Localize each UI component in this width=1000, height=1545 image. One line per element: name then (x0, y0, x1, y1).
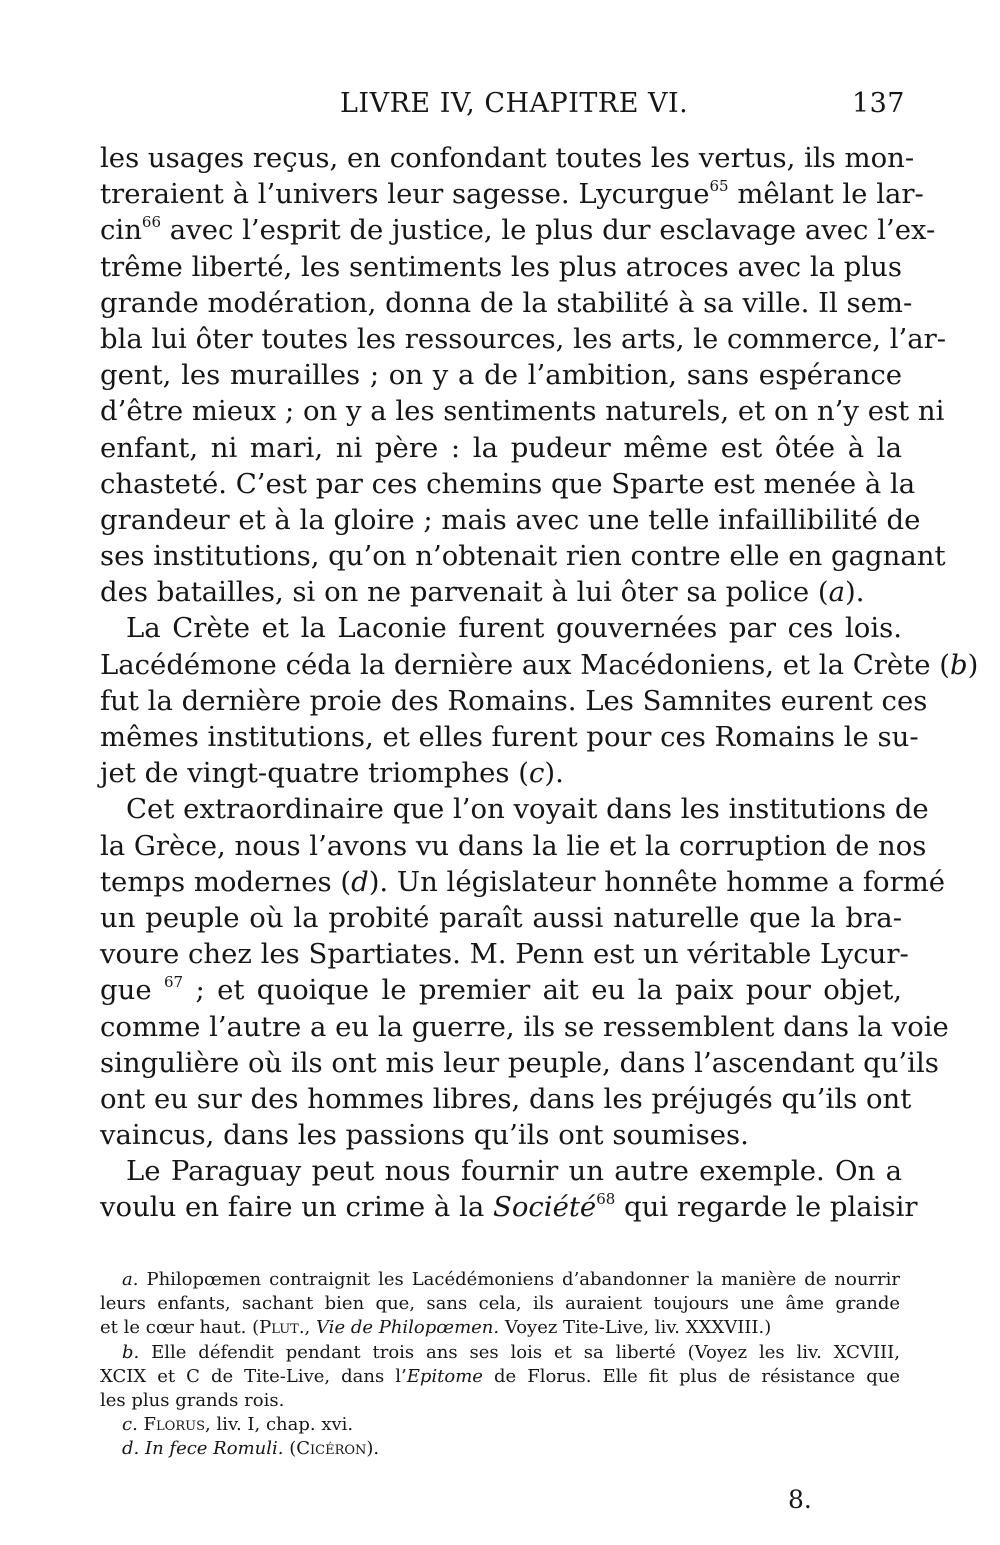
endnote-marker[interactable]: 66 (141, 213, 162, 232)
text-line: enfant, ni mari, ni père : la pudeur même est ôtée à la (100, 431, 902, 464)
footnote-c (100, 1413, 900, 1437)
signature-mark: 8. (788, 1485, 812, 1514)
text-line: gent, les murailles ; on y a de l’ambition, sans espérance (100, 359, 902, 392)
text-line: mêmes institutions, et elles furent pour ces Romains le su- (100, 721, 919, 753)
running-head (100, 88, 905, 124)
text-line: comme l’autre a eu la guerre, ils se ressemblent dans la voie (100, 1010, 949, 1043)
footnotes (100, 1268, 900, 1462)
paragraph (100, 140, 947, 610)
footnote-line: leurs enfants, sachant bien que, sans cela, ils auraient toujours une âme grande (100, 1293, 900, 1315)
text-line: voure chez les Spartiates. M. Penn est un véritable Lycur- (100, 938, 909, 971)
footnote-ref[interactable]: a (828, 576, 845, 609)
text-line: chasteté. C’est par ces chemins que Sparte est menée à la (100, 467, 916, 500)
footnote-ref[interactable]: b (949, 648, 968, 681)
footnote-label: c. (122, 1414, 138, 1436)
text-line: Cet extraordinaire que l’on voyait dans les institutions de (126, 793, 929, 826)
text-line: La Crète et la Laconie furent gouvernées par ces lois. (126, 612, 902, 645)
footnote-line: et le cœur haut. (Plut., Vie de Philopœmen. Voyez Tite-Live, liv. XXXVIII.) (100, 1317, 772, 1339)
main-text (100, 140, 979, 1226)
footnote-label: d. (122, 1438, 140, 1460)
text-line: cin$^{66}$ avec l’esprit de justice, le plus dur esclavage avec l’ex- (100, 213, 936, 247)
text-line: jet de vingt-quatre triomphes (c). (100, 757, 564, 790)
endnote-marker[interactable]: 67 (163, 973, 184, 992)
footnote-line: XCIX et C de Tite-Live, dans l’Epitome de Florus. Elle fit plus de résistance que (100, 1365, 900, 1387)
footnote-label: a. (122, 1269, 139, 1290)
text-line: singulière où ils ont mis leur peuple, dans l’ascendant qu’ils (100, 1046, 939, 1079)
text-line: grandeur et à la gloire ; mais avec une telle infaillibilité de (100, 503, 921, 536)
footnote-line: b. Elle défendit pendant trois ans ses lois et sa liberté (Voyez les liv. XCVIII, (122, 1341, 900, 1363)
endnote-marker[interactable]: 68 (596, 1190, 616, 1209)
text-line: un peuple où la probité paraît aussi naturelle que la bra- (100, 901, 902, 934)
footnote-label: b. (122, 1341, 140, 1363)
text-line: des batailles, si on ne parvenait à lui ôter sa police (a). (100, 576, 865, 609)
footnote-line: d. In fece Romuli. (Cicéron). (122, 1438, 380, 1460)
text-line: treraient à l’univers leur sagesse. Lycurgue$^{65}$ mêlant le lar- (100, 177, 924, 211)
paragraph (100, 791, 949, 1153)
footnote-a (100, 1268, 900, 1341)
footnote-line: c. Florus, liv. I, chap. xvi. (122, 1414, 354, 1436)
paragraph (100, 610, 979, 791)
text-line: Le Paraguay peut nous fournir un autre exemple. On a (126, 1155, 902, 1188)
text-line: gue $^{67}$ ; et quoique le premier ait eu la paix pour objet, (100, 973, 902, 1007)
endnote-marker[interactable]: 65 (709, 177, 729, 196)
footnote-b (100, 1341, 900, 1414)
text-line: voulu en faire un crime à la Société$^{68}$ qui regarde le plaisir (100, 1190, 918, 1224)
paragraph (100, 1153, 918, 1225)
text-line: temps modernes (d). Un législateur honnête homme a formé (100, 865, 946, 898)
footnote-ref[interactable]: d (351, 865, 369, 898)
text-line: grande modération, donna de la stabilité à sa ville. Il sem- (100, 286, 913, 319)
text-line: bla lui ôter toutes les ressources, les arts, le commerce, l’ar- (100, 322, 947, 355)
chapter-title: LIVRE IV, CHAPITRE VI. (340, 88, 689, 119)
text-line: ses institutions, qu’on n’obtenait rien contre elle en gagnant (100, 540, 946, 573)
text-line: Lacédémone céda la dernière aux Macédoniens, et la Crète (b) (100, 648, 979, 681)
footnote-ref[interactable]: c (528, 757, 545, 790)
text-line: la Grèce, nous l’avons vu dans la lie et la corruption de nos (100, 829, 927, 862)
text-line: d’être mieux ; on y a les sentiments naturels, et on n’y est ni (100, 395, 945, 428)
text-line: fut la dernière proie des Romains. Les Samnites eurent ces (100, 684, 928, 717)
page-number: 137 (851, 88, 905, 119)
footnote-line: les plus grands rois. (100, 1389, 285, 1411)
footnote-line: a. Philopœmen contraignit les Lacédémoniens d’abandonner la manière de nourrir (122, 1269, 900, 1290)
text-line: ont eu sur des hommes libres, dans les préjugés qu’ils ont (100, 1082, 912, 1115)
text-line: les usages reçus, en confondant toutes les vertus, ils mon- (100, 142, 915, 174)
text-line: trême liberté, les sentiments les plus atroces avec la plus (100, 250, 902, 283)
text-line: vaincus, dans les passions qu’ils ont soumises. (100, 1119, 749, 1152)
footnote-d (100, 1437, 900, 1461)
